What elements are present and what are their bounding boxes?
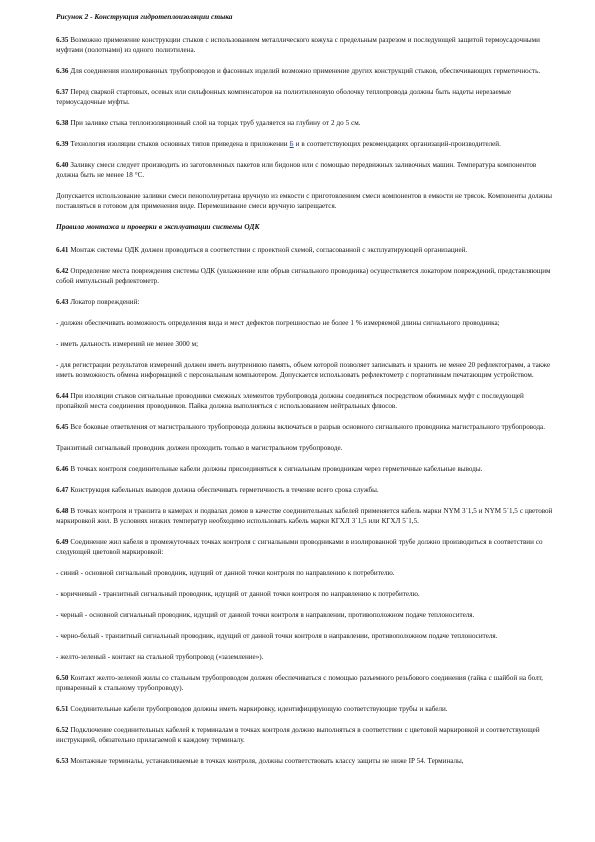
- paragraph-number: 6.37: [56, 88, 69, 96]
- paragraph-text: Соединение жил кабеля в промежуточных точках контроля с сигнальными проводниками в изолированной трубе должно производиться в соответствии со следующей цветовой маркировкой:: [56, 538, 543, 556]
- paragraph-text: Технология изоляции стыков основных типов приведена в приложении: [70, 140, 288, 148]
- paragraph-text: Локатор повреждений:: [70, 298, 140, 306]
- paragraph: [56, 266, 555, 286]
- paragraph-number: 6.51: [56, 705, 69, 713]
- paragraph-text: Допускается использование заливки смеси пенополиуретана вручную из емкости с приготовлением смеси компонентов в емкости не трясок. Компоненты должны поставляться в готовом для применения виде. Перемешивание смеси вручную запрещается.: [56, 192, 553, 210]
- paragraph-number: 6.50: [56, 674, 69, 682]
- paragraph: [56, 191, 555, 211]
- paragraph-number: 6.45: [56, 423, 69, 431]
- paragraph-text: Перед сваркой стартовых, осевых или сильфонных компенсаторов на полиэтиленовую оболочку теплопровода должны быть надеты нерезаемые термоусадочные муфты.: [56, 88, 511, 106]
- paragraph: [56, 87, 555, 107]
- paragraph-text: Все боковые ответвления от магистрального трубопровода должны включаться в разрыв основного сигнального проводника магистрального трубопровода.: [70, 423, 545, 431]
- paragraph-text: Конструкция кабельных выводов должна обеспечивать герметичность в течение всего срока службы.: [70, 486, 379, 494]
- document-body: [56, 35, 555, 766]
- paragraph-number: 6.35: [56, 36, 69, 44]
- paragraph-text: При изоляции стыков сигнальные проводники смежных элементов трубопровода должны соединяться посредством обжимных муфт с последующей пропайкой места соединения проводников. Пайка должна выполняться с использованием нейтральных флюсов.: [56, 392, 524, 410]
- paragraph-text: В точках контроля и транзита в камерах и подвалах домов в качестве соединительных кабелей применяется кабель марки NYM 3´1,5 и NYM 5´1,5 с цветовой маркировкой жил. В условиях низких температур необходимо использовать кабель марки КГХЛ 3´1,5 или КГХЛ 5´1,5.: [56, 507, 553, 525]
- paragraph-text: Заливку смеси следует производить из заготовленных пакетов или бидонов или с помощью передвижных заливочных машин. Температура компонентов должна быть не менее 18 °С.: [56, 161, 537, 179]
- paragraph-text: Подключение соединительных кабелей к терминалам в точках контроля должно выполняться в соответствии с цветовой маркировкой и соответствующей инструкцией, обязательно прилагаемой к каждому терминалу.: [56, 726, 540, 744]
- paragraph-text: - черный - основной сигнальный проводник, идущий от данной точки контроля в направлении, противоположном подаче теплоносителя.: [56, 611, 475, 619]
- paragraph: [56, 610, 555, 620]
- paragraph: [56, 704, 555, 714]
- paragraph-text: Контакт желто-зеленой жилы со стальным трубопроводом должен обеспечиваться с помощью разъемного резьбового соединения (гайка с шайбой на болт, приваренный к стальному трубопроводу).: [56, 674, 543, 692]
- paragraph: [56, 160, 555, 180]
- paragraph: [56, 725, 555, 745]
- paragraph-text: - должен обеспечивать возможность определения вида и мест дефектов погрешностью не более 1 % измеряемой длины сигнального проводника;: [56, 319, 500, 327]
- paragraph-text: В точках контроля соединительные кабели должны присоединяться к сигнальным проводникам через герметичные кабельные выводы.: [70, 465, 483, 473]
- paragraph-text: Возможно применение конструкции стыков с использованием металлического кожуха с предельным разрезом и последующей защитой термоусадочными муфтами (полотнами) из одного полиэтилена.: [56, 36, 540, 54]
- paragraph: [56, 673, 555, 693]
- paragraph: [56, 66, 555, 76]
- paragraph-number: 6.53: [56, 757, 69, 765]
- paragraph-number: 6.52: [56, 726, 69, 734]
- paragraph: [56, 422, 555, 432]
- paragraph-number: 6.48: [56, 507, 69, 515]
- paragraph-text: Соединительные кабели трубопроводов должны иметь маркировку, идентифицирующую соответствующие трубы и кабели.: [70, 705, 448, 713]
- paragraph-number: 6.44: [56, 392, 69, 400]
- paragraph-number: 6.36: [56, 67, 69, 75]
- paragraph-text: - для регистрации результатов измерений должен иметь внутреннюю память, объем которой позволяет записывать и хранить не менее 20 рефлектограмм, а также иметь возможность обмена информацией с персональным компьютером. Допускается использовать рефлектометр с портативным печатающим устройством.: [56, 361, 551, 379]
- paragraph-number: 6.39: [56, 140, 69, 148]
- paragraph-text: Транзитный сигнальный проводник должен проходить только в магистральном трубопроводе.: [56, 444, 343, 452]
- paragraph-text: Монтаж системы ОДК должен проводиться в соответствии с проектной схемой, согласованной с эксплуатирующей организацией.: [70, 246, 468, 254]
- paragraph: [56, 537, 555, 557]
- paragraph-number: 6.46: [56, 465, 69, 473]
- paragraph: [56, 391, 555, 411]
- paragraph: [56, 631, 555, 641]
- paragraph-number: 6.47: [56, 486, 69, 494]
- paragraph: [56, 339, 555, 349]
- paragraph-number: 6.40: [56, 161, 69, 169]
- paragraph: [56, 589, 555, 599]
- paragraph-text: Определение места повреждения системы ОДК (увлажнение или обрыв сигнального проводника) осуществляется локатором повреждений, представляющим собой импульсный рефлектометр.: [56, 267, 551, 285]
- paragraph-text: - желто-зеленый - контакт на стальной трубопровод («заземление»).: [56, 653, 264, 661]
- paragraph-text: - коричневый - транзитный сигнальный проводник, идущий от данной точки контроля по направлению к потребителю.: [56, 590, 420, 598]
- appendix-link[interactable]: Б: [289, 140, 294, 148]
- paragraph-text: - синий - основной сигнальный проводник, идущий от данной точки контроля по направлению к потребителю.: [56, 569, 395, 577]
- paragraph: [56, 118, 555, 128]
- paragraph-number: 6.41: [56, 246, 69, 254]
- paragraph: [56, 756, 555, 766]
- paragraph-number: 6.43: [56, 298, 69, 306]
- paragraph-text: и в соответствующих рекомендациях организаций-производителей.: [295, 140, 501, 148]
- paragraph-text: Монтажные терминалы, устанавливаемые в точках контроля, должны соответствовать классу защиты не ниже IP 54. Терминалы,: [70, 757, 464, 765]
- paragraph: [56, 568, 555, 578]
- paragraph-text: - черно-белый - транзитный сигнальный проводник, идущий от данной точки контроля в направлении, противоположном подаче теплоносителя.: [56, 632, 498, 640]
- figure-caption: Рисунок 2 - Конструкция гидротеплоизоляции стыка: [56, 12, 233, 21]
- paragraph: [56, 443, 555, 453]
- paragraph: [56, 35, 555, 55]
- paragraph-number: 6.49: [56, 538, 69, 546]
- paragraph: [56, 485, 555, 495]
- paragraph: [56, 318, 555, 328]
- paragraph: [56, 139, 555, 149]
- paragraph: [56, 506, 555, 526]
- paragraph-text: - иметь дальность измерений не менее 3000 м;: [56, 340, 199, 348]
- paragraph: [56, 245, 555, 255]
- paragraph-text: Для соединения изолированных трубопроводов и фасонных изделий возможно применение других конструкций стыков, обеспечивающих герметичность.: [70, 67, 541, 75]
- paragraph: [56, 652, 555, 662]
- section-heading: Правила монтажа и проверки в эксплуатации системы ОДК: [56, 222, 260, 231]
- paragraph: [56, 360, 555, 380]
- paragraph: [56, 297, 555, 307]
- paragraph-number: 6.38: [56, 119, 69, 127]
- paragraph-number: 6.42: [56, 267, 69, 275]
- paragraph-text: При заливке стыка теплоизоляционный слой на торцах труб удаляется на глубину от 2 до 5 см.: [70, 119, 361, 127]
- paragraph: [56, 464, 555, 474]
